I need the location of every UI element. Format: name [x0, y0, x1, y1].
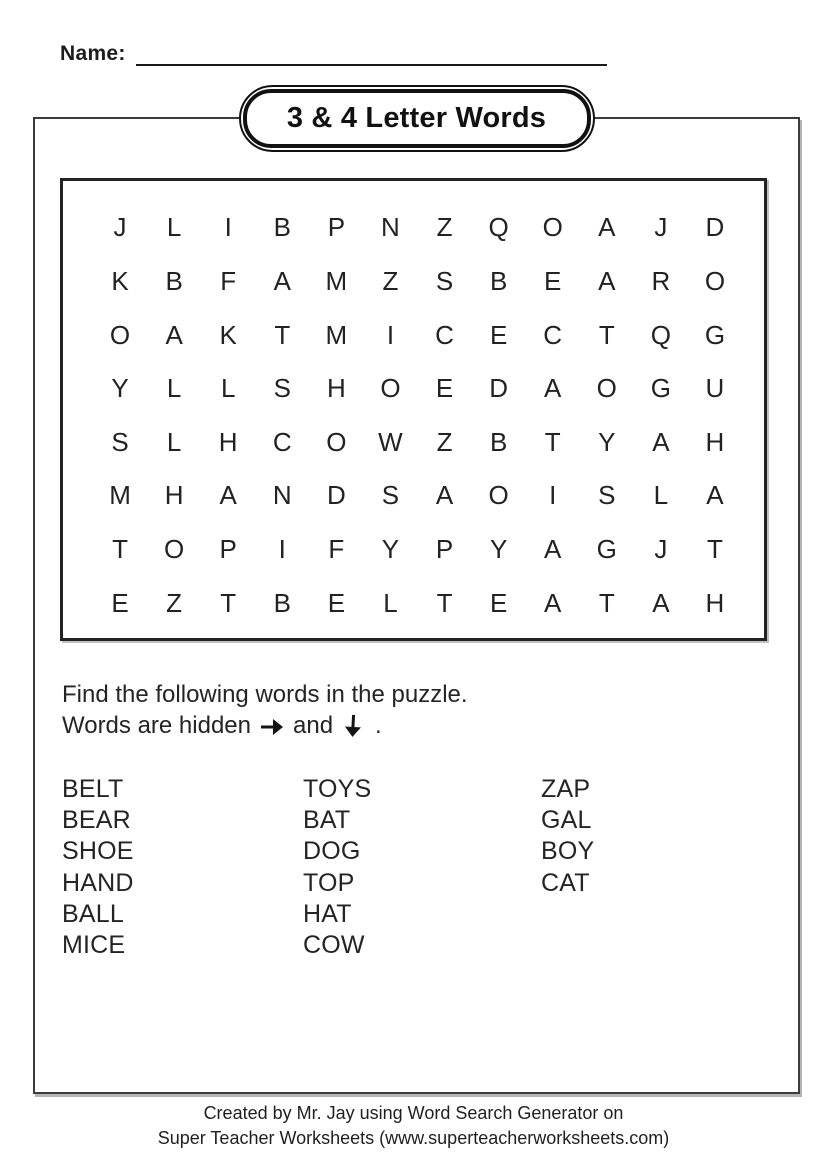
grid-letter: S [273, 373, 291, 404]
grid-letter: A [598, 212, 616, 243]
instructions-line-1: Find the following words in the puzzle. [62, 681, 468, 708]
instructions-line-2-period: . [375, 712, 382, 739]
instructions-line-2-prefix: Words are hidden [62, 712, 251, 739]
grid-letter: F [220, 265, 237, 296]
grid-letter: A [598, 265, 616, 296]
word-list-column [62, 774, 303, 961]
title-pill [239, 85, 595, 152]
grid-letter: A [652, 587, 670, 618]
grid-letter: O [326, 426, 347, 457]
grid-letter: T [220, 587, 237, 618]
grid-letter: W [378, 426, 403, 457]
word-item: GAL [541, 806, 592, 835]
word-item: DOG [303, 837, 361, 866]
grid-letter: M [325, 319, 348, 350]
grid-letter: L [653, 480, 669, 511]
grid-letter: S [598, 480, 616, 511]
grid-letter: A [544, 373, 562, 404]
grid-letter: A [544, 587, 562, 618]
grid-letter: B [273, 587, 291, 618]
grid-letter: A [652, 426, 670, 457]
word-item: ZAP [541, 775, 591, 803]
grid-letter: Z [436, 426, 453, 457]
word-item: HAT [303, 899, 352, 928]
grid-letter: D [489, 373, 508, 404]
grid-letter: T [274, 319, 291, 350]
word-item: CAT [541, 868, 590, 897]
grid-letter: E [435, 373, 454, 404]
grid-letter: T [436, 587, 453, 618]
instructions-line-2-and: and [293, 712, 334, 739]
grid-letter: C [272, 426, 292, 457]
word-item: TOYS [303, 775, 372, 803]
grid-letter: H [164, 480, 184, 511]
grid-letter: A [165, 319, 183, 350]
grid-letter: E [544, 265, 562, 296]
footer-line-1: Created by Mr. Jay using Word Search Generator on [203, 1103, 624, 1123]
grid-letter: A [219, 480, 237, 511]
grid-letter: Y [489, 534, 508, 565]
grid-letter: C [543, 319, 563, 350]
grid-letter: K [219, 319, 237, 350]
grid-letter: B [489, 265, 508, 296]
grid-letter: E [489, 319, 508, 350]
name-row [60, 40, 607, 66]
grid-letter: Q [650, 319, 671, 350]
grid-letter: C [435, 319, 454, 350]
grid-letter: Y [598, 426, 616, 457]
grid-letter: O [704, 265, 726, 296]
grid-letter: S [111, 426, 129, 457]
grid-letter: O [542, 212, 563, 243]
grid-letter: F [328, 534, 345, 565]
grid-letter: A [273, 265, 291, 296]
grid-letter: G [596, 534, 617, 565]
grid-letter: S [435, 265, 454, 296]
word-item: COW [303, 931, 365, 960]
grid-letter: T [707, 534, 723, 565]
grid-letter: Q [488, 212, 509, 243]
grid-letter: R [651, 265, 671, 296]
name-blank-line [136, 42, 607, 66]
grid-letter: E [489, 587, 508, 618]
grid-letter: L [383, 587, 398, 618]
grid-letter: M [109, 480, 131, 511]
grid-letter: J [654, 212, 668, 243]
down-arrow-icon [341, 713, 366, 738]
word-item: MICE [62, 931, 126, 960]
grid-letter: L [220, 373, 236, 404]
word-list [62, 774, 594, 961]
grid-letter: P [327, 212, 346, 243]
footer-line-2: Super Teacher Worksheets (www.superteacherworksheets.com) [157, 1128, 670, 1148]
grid-letter: B [165, 265, 183, 296]
right-arrow-icon [260, 714, 284, 738]
grid-letter: O [596, 373, 617, 404]
word-item: HAND [62, 868, 134, 897]
letter-grid [63, 181, 764, 638]
word-item: BALL [62, 899, 124, 928]
grid-letter: I [224, 212, 232, 243]
word-item: TOP [303, 868, 355, 897]
grid-letter: T [598, 587, 615, 618]
grid-letter: H [705, 587, 725, 618]
grid-letter: P [219, 534, 237, 565]
grid-letter: D [705, 212, 725, 243]
grid-letter: T [544, 426, 561, 457]
instructions-line-2 [62, 710, 468, 741]
grid-letter: I [278, 534, 286, 565]
grid-letter: L [166, 426, 182, 457]
grid-letter: A [544, 534, 562, 565]
grid-letter: A [435, 480, 454, 511]
word-item: BOY [541, 837, 595, 866]
grid-letter: Z [382, 265, 399, 296]
grid-letter: O [380, 373, 401, 404]
grid-letter: T [112, 534, 128, 565]
grid-letter: B [273, 212, 291, 243]
grid-letter: H [218, 426, 238, 457]
word-item: BELT [62, 775, 124, 803]
grid-letter: J [113, 212, 127, 243]
grid-letter: Z [436, 212, 453, 243]
grid-letter: O [488, 480, 509, 511]
grid-letter: D [326, 480, 346, 511]
grid-letter: H [705, 426, 725, 457]
grid-letter: N [381, 212, 400, 243]
grid-letter: G [704, 319, 726, 350]
grid-letter: E [327, 587, 346, 618]
grid-letter: O [164, 534, 185, 565]
grid-letter: A [706, 480, 724, 511]
grid-letter: J [654, 534, 668, 565]
puzzle-grid-box [60, 178, 767, 641]
word-item: BEAR [62, 806, 131, 835]
instructions [62, 679, 468, 741]
grid-letter: O [109, 319, 131, 350]
grid-letter: K [111, 265, 129, 296]
grid-letter: T [598, 319, 615, 350]
grid-letter: P [435, 534, 454, 565]
worksheet-border-box [33, 102, 800, 1094]
word-item: BAT [303, 806, 351, 835]
footer [0, 1101, 827, 1151]
grid-letter: N [272, 480, 292, 511]
grid-letter: E [111, 587, 129, 618]
title-pill-inner [243, 89, 591, 148]
word-list-column [303, 774, 541, 961]
worksheet-title: 3 & 4 Letter Words [286, 102, 547, 134]
grid-letter: U [705, 373, 725, 404]
name-label: Name: [60, 42, 126, 65]
grid-letter: G [650, 373, 671, 404]
grid-letter: B [489, 426, 508, 457]
grid-letter: Y [111, 373, 129, 404]
grid-letter: M [325, 265, 348, 296]
grid-letter: L [166, 212, 182, 243]
grid-letter: S [381, 480, 400, 511]
grid-letter: I [386, 319, 395, 350]
word-item: SHOE [62, 837, 134, 866]
grid-letter: H [326, 373, 346, 404]
grid-letter: Z [166, 587, 183, 618]
grid-letter: I [549, 480, 557, 511]
grid-letter: L [166, 373, 182, 404]
grid-letter: Y [381, 534, 400, 565]
word-list-column [541, 774, 594, 899]
